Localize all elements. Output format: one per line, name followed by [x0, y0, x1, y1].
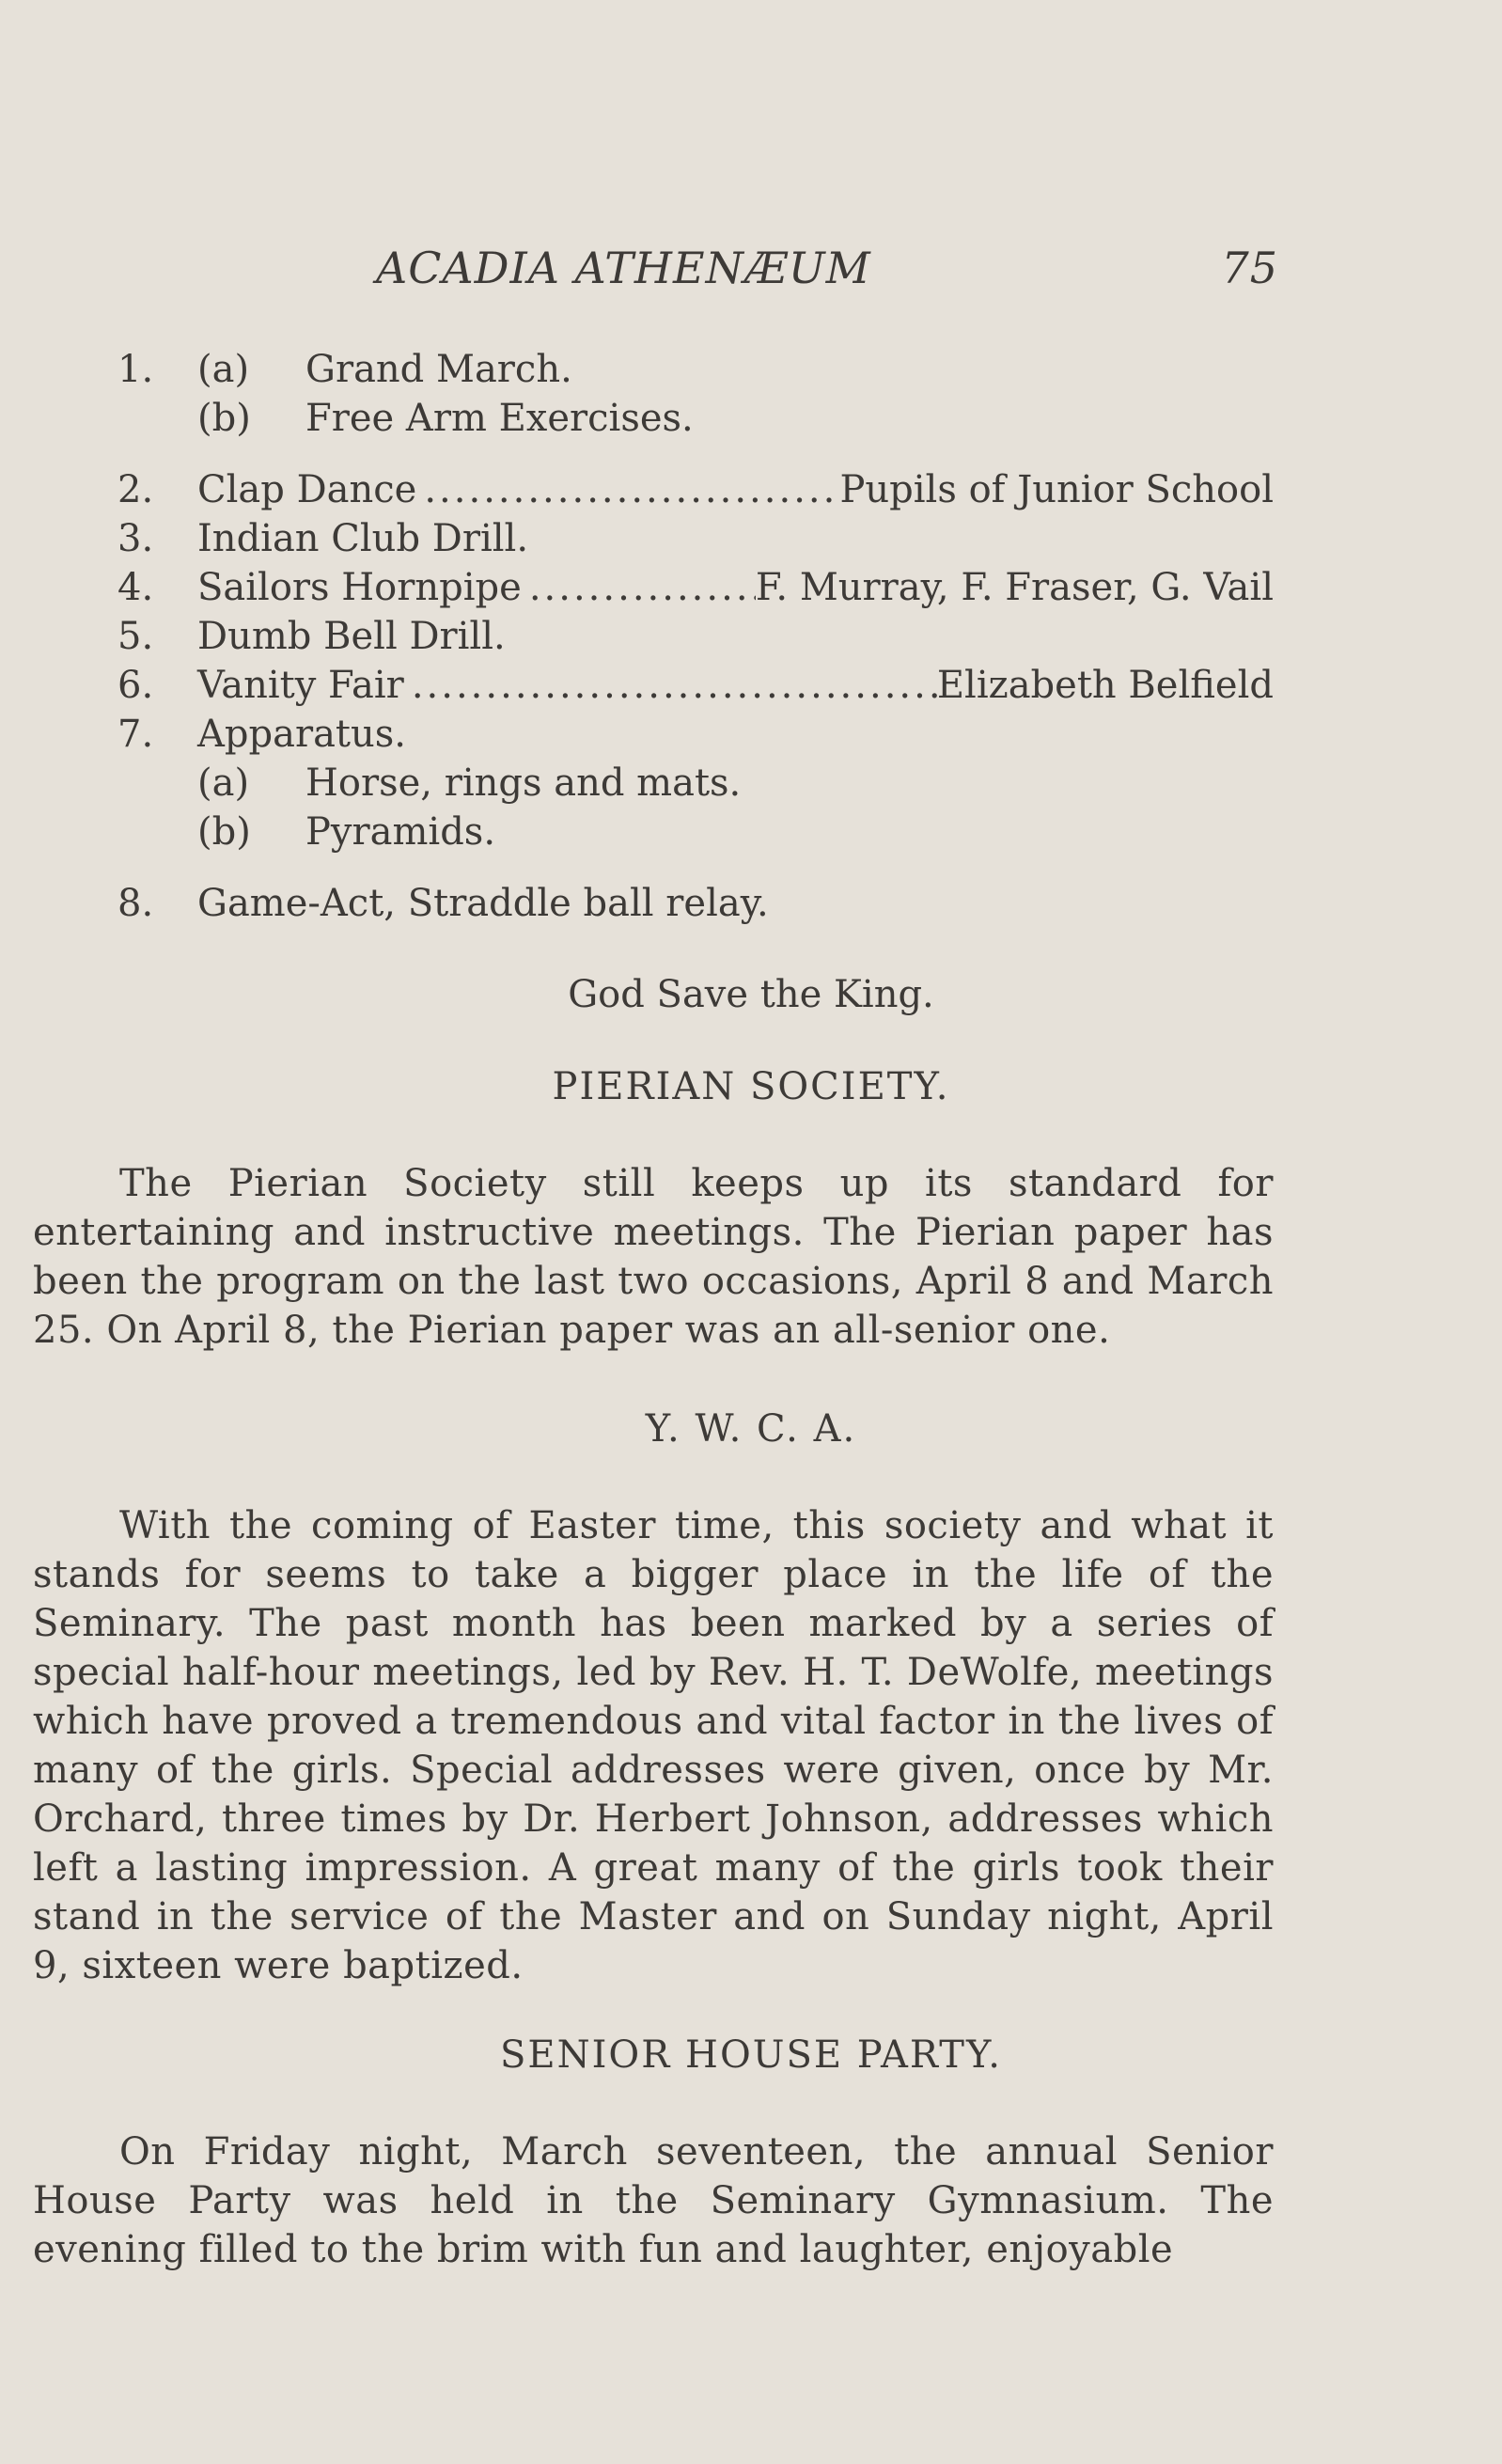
item-number: 6.	[117, 664, 154, 707]
sub-text: Pyramids.	[305, 810, 496, 854]
sub-label: (b)	[197, 810, 251, 854]
item-number: 4.	[117, 566, 154, 609]
performer: Elizabeth Belfield	[936, 664, 1274, 707]
section-body	[33, 2127, 1274, 2274]
program-item	[117, 615, 1274, 664]
section-body	[33, 1501, 1274, 1990]
sub-label: (a)	[197, 348, 250, 391]
item-text: Dumb Bell Drill.	[197, 615, 506, 658]
item-text: Sailors Hornpipe	[197, 566, 522, 609]
item-text: Clap Dance	[197, 468, 417, 511]
item-number: 3.	[117, 517, 154, 560]
program-item	[117, 882, 1274, 931]
leader-line	[197, 468, 1274, 511]
sub-label: (a)	[197, 761, 250, 805]
section-heading: SENIOR HOUSE PARTY.	[500, 2033, 1002, 2077]
item-number: 5.	[117, 615, 154, 658]
item-text: Game-Act, Straddle ball relay.	[197, 882, 769, 925]
section-body	[33, 1159, 1274, 1355]
paragraph: With the coming of Easter time, this society and what it stands for seems to take a bigger place in the life of the Seminary. The past month has been marked by a series of special half-hour meetings, led by Rev. H. T. DeWolfe, meetings which have proved a tremendous and vital factor in the lives of many of the girls. Special addresses were given, once by Mr. Orchard, three times by Dr. Herbert Johnson, addresses which left a lasting impression. A great many of the girls took their stand in the service of the Master and on Sunday night, April 9, sixteen were baptized.	[33, 1504, 1274, 1987]
program-item	[117, 517, 1274, 566]
leader-line	[197, 664, 1274, 707]
section-heading: PIERIAN SOCIETY.	[552, 1065, 950, 1108]
sub-text: Horse, rings and mats.	[305, 761, 742, 805]
item-text: Vanity Fair	[197, 664, 404, 707]
program-subitem	[117, 397, 1274, 446]
item-text: Indian Club Drill.	[197, 517, 529, 560]
item-number: 8.	[117, 882, 154, 925]
item-text: Apparatus.	[197, 713, 406, 756]
item-number: 7.	[117, 713, 154, 756]
dot-leader	[416, 468, 839, 511]
sub-text: Grand March.	[305, 348, 572, 391]
item-number: 1.	[117, 348, 154, 391]
program-item	[117, 713, 1274, 761]
dot-leader	[522, 566, 756, 609]
paragraph: The Pierian Society still keeps up its standard for entertaining and instructive meetings. The Pierian paper has been the program on the last two occasions, April 8 and March 25. On April 8, the Pierian paper was an all-senior one.	[33, 1162, 1274, 1352]
sub-text: Free Arm Exercises.	[305, 397, 694, 440]
leader-line	[197, 566, 1274, 609]
page-number: 75	[1221, 243, 1278, 293]
performer: F. Murray, F. Fraser, G. Vail	[755, 566, 1274, 609]
paragraph: On Friday night, March seventeen, the annual Senior House Party was held in the Seminary Gymnasium. The evening filled to the brim with fun and laughter, enjoyable	[33, 2130, 1274, 2271]
item-number: 2.	[117, 468, 154, 511]
journal-title: ACADIA ATHENÆUM	[376, 243, 871, 293]
program-subitem	[117, 810, 1274, 859]
program-item	[117, 348, 1274, 397]
section-heading: Y. W. C. A.	[645, 1407, 857, 1451]
program-item	[117, 468, 1274, 517]
program-subitem	[117, 761, 1274, 810]
program-item	[117, 566, 1274, 615]
program-item	[117, 664, 1274, 713]
closing-line: God Save the King.	[568, 973, 934, 1016]
sub-label: (b)	[197, 397, 251, 440]
performer: Pupils of Junior School	[839, 468, 1274, 511]
dot-leader	[404, 664, 937, 707]
running-header	[376, 243, 1278, 299]
